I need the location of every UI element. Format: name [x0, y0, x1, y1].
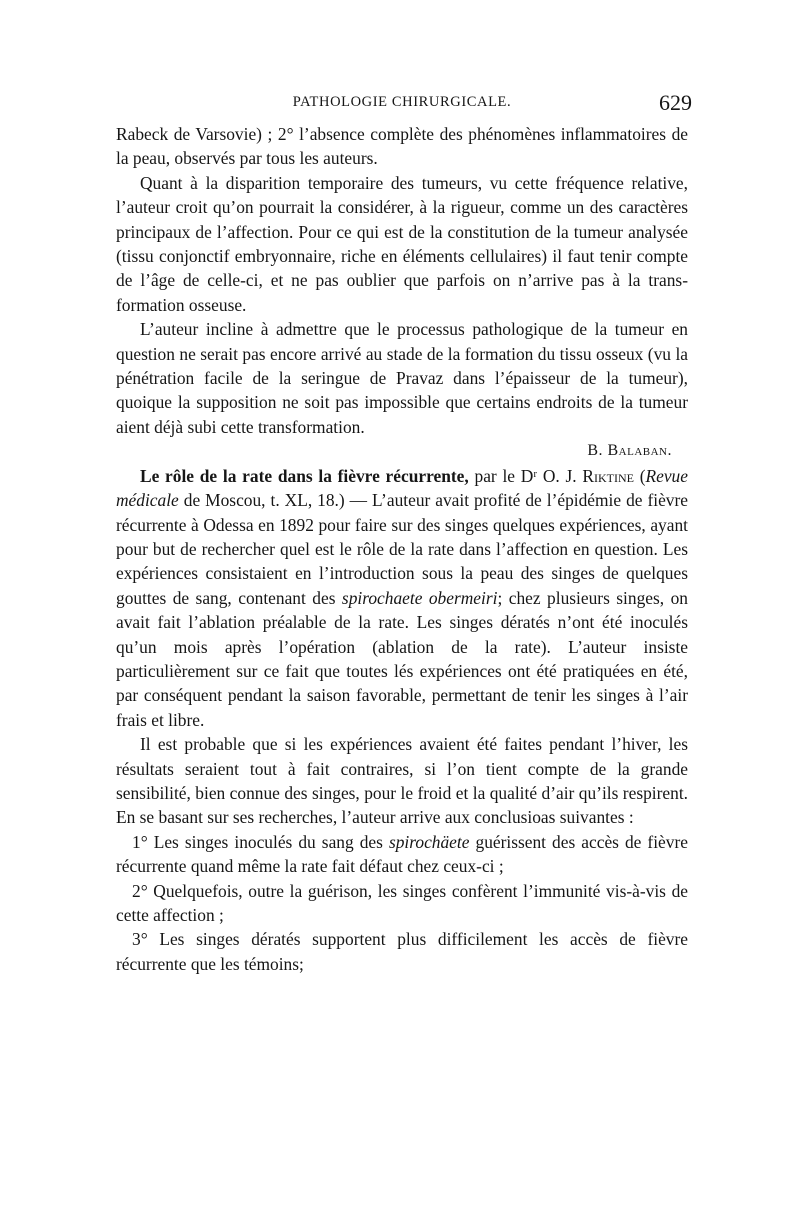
- paragraph-disparition: Quant à la disparition temporaire des tumeurs, vu cette fréquence relative, l’auteur croit qu’on pourrait la considérer, à la rigueur, comme un des caractères principaux de l’affection. Pour ce qui est de la constitution de la tumeur analysée (tissu conjonctif embryonnaire, riche en éléments cellulaires) il faut tenir compte de l’âge de celle-ci, et ne pas oublier que parfois on n’arrive pas à la transformation osseuse.: [116, 172, 688, 315]
- review-species: spirochaete obermeiri: [341, 587, 498, 608]
- review-doctor-abbrev: Dʳ: [520, 465, 538, 486]
- running-title: PATHOLOGIE CHIRURGICALE.: [292, 94, 512, 110]
- conclusion-3: 3° Les singes dératés supportent plus difficilement les accès de fièvre récurrente que les témoins;: [116, 929, 688, 974]
- running-head: [116, 90, 692, 122]
- document-page: [116, 90, 692, 976]
- signature-name: Balaban.: [607, 442, 672, 460]
- signature: [116, 439, 688, 463]
- conclusion-1: [116, 830, 688, 879]
- signature-initial: B.: [587, 442, 603, 460]
- review-body-2: ; chez plusieurs singes, on avait fait l’ablation préalable de la rate. Les singes dératés n’ont été inoculés qu’un mois après l’opération (ablation de la rate). L’auteur insiste particulièrement sur ce fait que toutes lés expériences ont été pratiquées en été, par conséquent pendant la saison favorable, permettant de tenir les singes à l’air frais et libre.: [116, 587, 688, 730]
- paragraph-processus: L’auteur incline à admettre que le processus pathologique de la tumeur en question ne serait pas encore arrivé au stade de la formation du tissu osseux (vu la pénétration facile de la seringue de Pravaz dans l’épaisseur de la tumeur), quoique la supposition ne soit pas impossible que certains endroits de la tumeur aient déjà subi cette transformation.: [116, 319, 688, 437]
- review-journal-rest: de Moscou, t. XL, 18.): [183, 490, 345, 511]
- conclusion-2: 2° Quelquefois, outre la guérison, les singes confèrent l’immunité vis-à-vis de cette affection ;: [116, 880, 688, 925]
- paragraph-continuation: Rabeck de Varsovie) ; 2° l’absence complète des phénomènes inflammatoires de la peau, observés par tous les auteurs.: [116, 124, 688, 169]
- review-journal: Revue médicale: [116, 465, 688, 511]
- review-paragraph: [116, 464, 688, 732]
- page-number: 629: [659, 90, 692, 115]
- review-title: Le rôle de la rate dans la fièvre récurrente,: [140, 465, 469, 486]
- review-open-paren: (: [639, 465, 646, 486]
- review-by: par le: [474, 465, 515, 486]
- review-body-1: — L’auteur avait profité de l’épidémie de fièvre récurrente à Odessa en 1892 pour faire sur des singes quelques expériences, ayant pour but de rechercher quel est le rôle de la rate dans l’affection en question. Les expériences consistaient en l’introduction sous la peau des singes de quelques gouttes de sang, contenant des: [116, 490, 689, 608]
- review-author-name: Riktine: [582, 465, 634, 486]
- paragraph-hiver: Il est probable que si les expériences avaient été faites pendant l’hiver, les résultats seraient tout à fait contraires, si l’on tient compte de la grande sensibilité, bien connue des singes, pour le froid et la qualité d’air qu’ils respirent. En se basant sur ses recherches, l’auteur arrive aux conclusioas suivantes :: [116, 734, 688, 828]
- conclusion-1-species: spirochäete: [388, 831, 470, 852]
- conclusion-1-prefix: 1° Les singes inoculés du sang des: [132, 831, 383, 852]
- review-author-initials: O. J.: [542, 465, 577, 486]
- conclusion-1-rest: guérissent des accès de fièvre récurrente quand même la rate fait défaut chez ceux-ci ;: [116, 831, 688, 877]
